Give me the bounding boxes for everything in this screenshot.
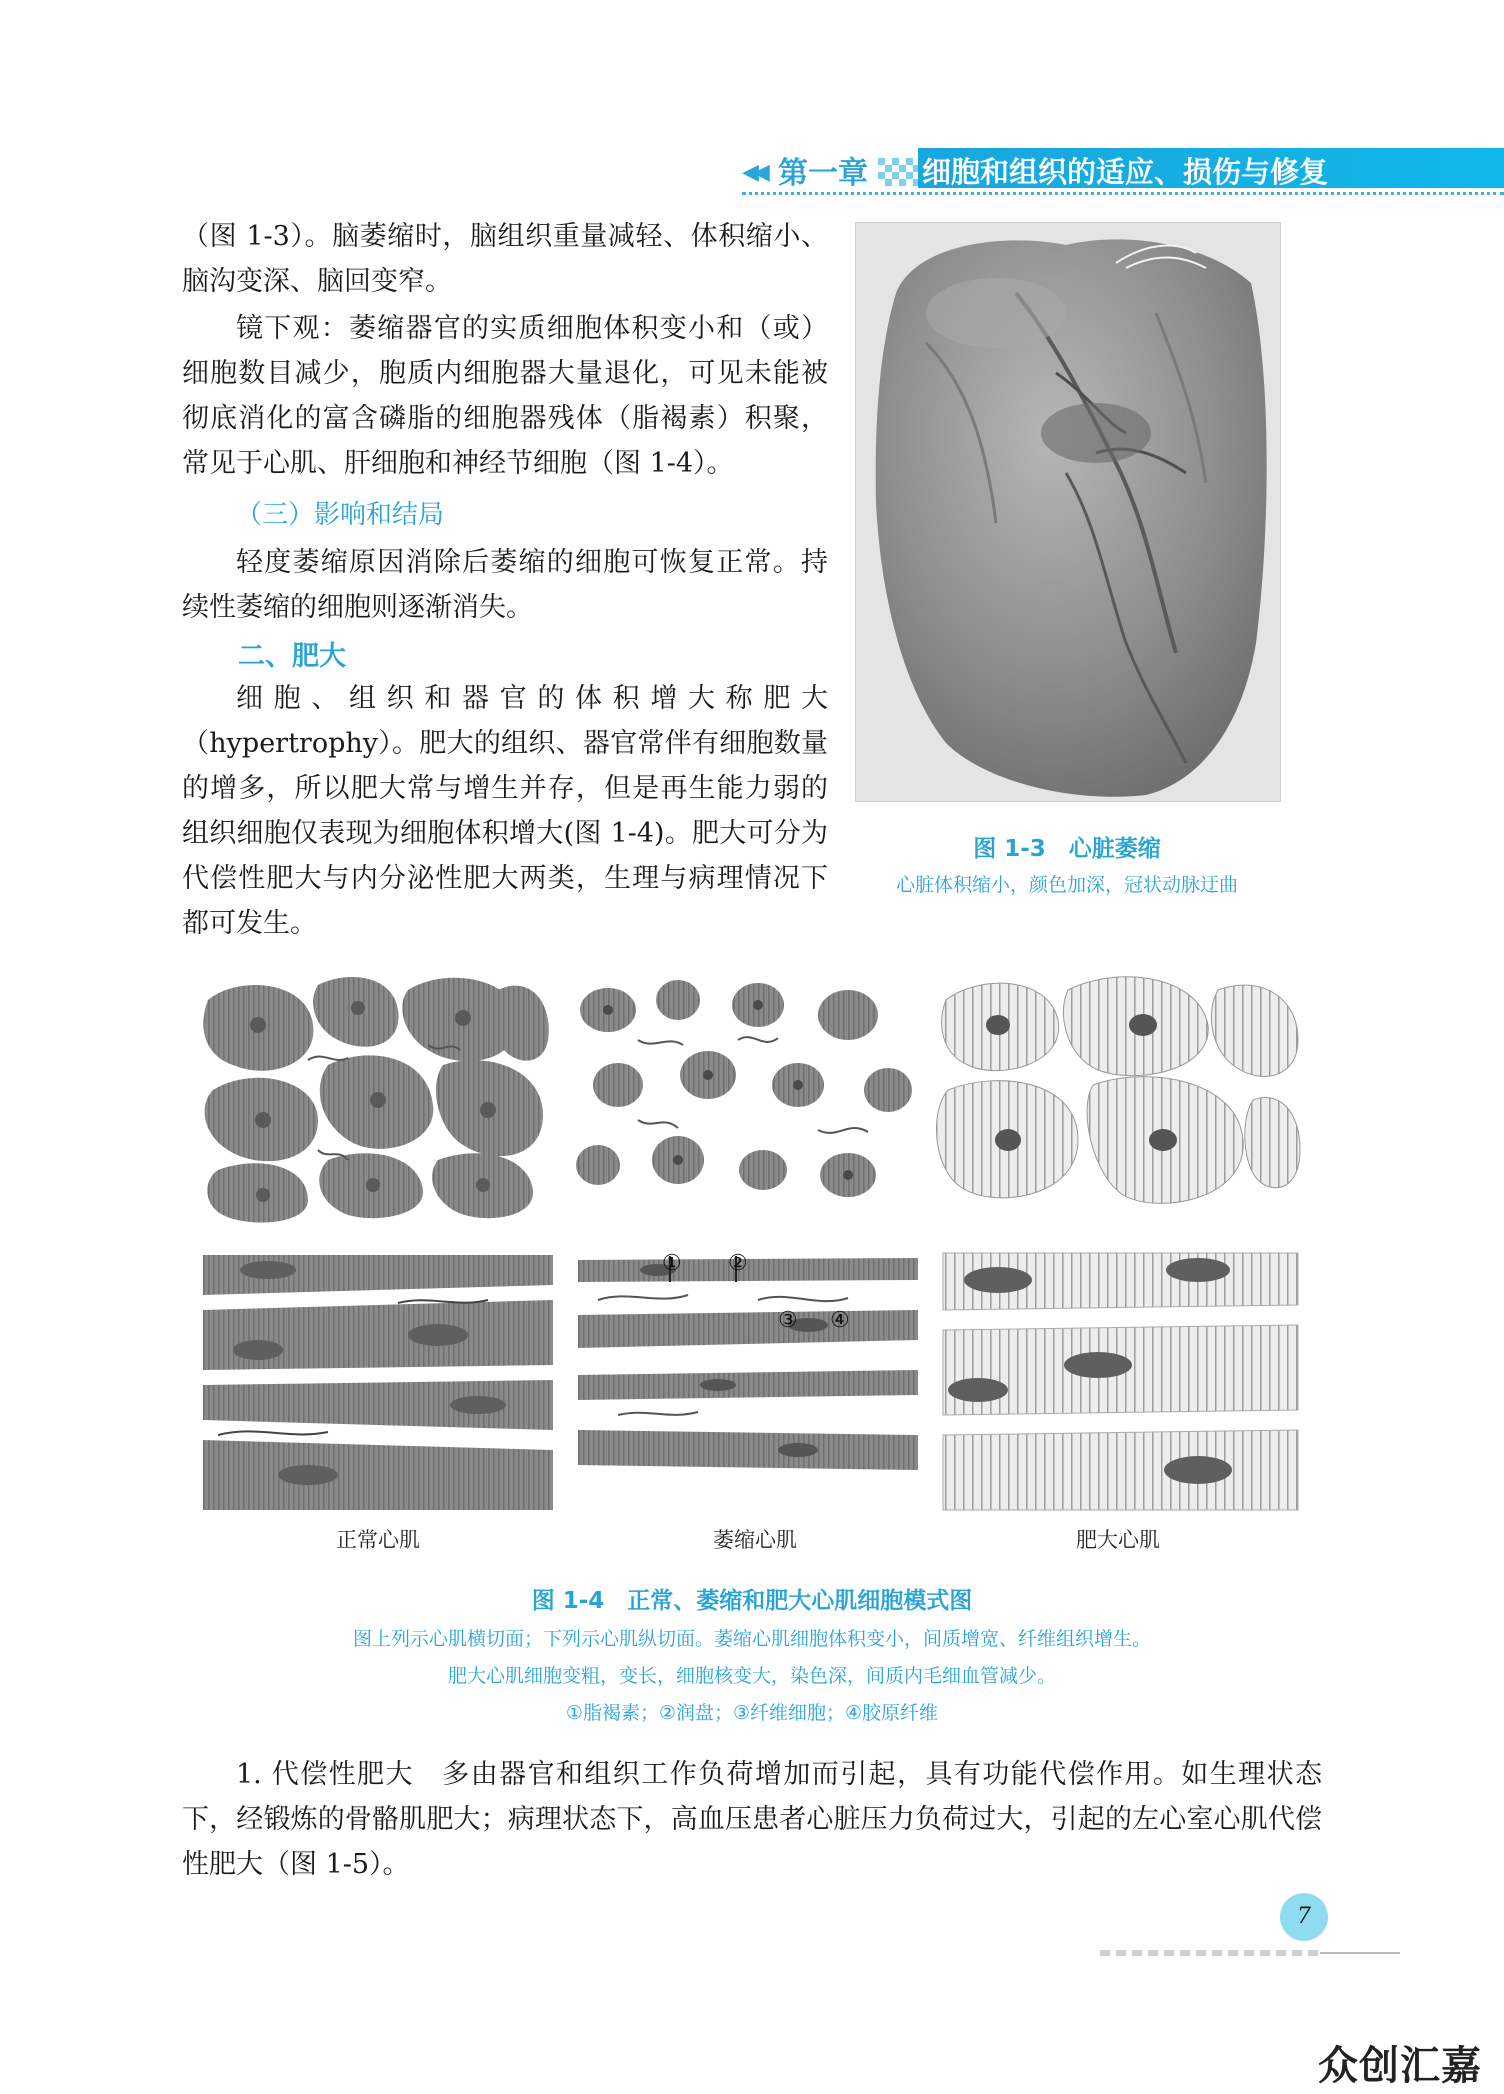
- normal-longitudinal-section: [198, 1245, 558, 1515]
- figure-1-4-title: 图 1-4 正常、萎缩和肥大心肌细胞模式图: [531, 1588, 973, 1614]
- chapter-title: 细胞和组织的适应、损伤与修复: [922, 155, 1329, 189]
- figure-1-3-caption: 心脏体积缩小，颜色加深，冠状动脉迂曲: [895, 874, 1238, 896]
- paragraph-compensatory: 1. 代偿性肥大 多由器官和组织工作负荷增加而引起，具有功能代偿作用。如生理状态下，经锻炼的骨骼肌肥大；病理状态下，高血压患者心脏压力负荷过大，引起的左心室心肌代偿性肥大（图 1-5）。: [182, 1759, 1322, 1880]
- paragraph-brain-atrophy: （图 1-3）。脑萎缩时，脑组织重量减轻、体积缩小、脑沟变深、脑回变窄。: [182, 221, 828, 297]
- watermark: 众创汇嘉: [1318, 2043, 1482, 2089]
- footer-decoration: [1100, 1948, 1400, 1958]
- marker-2: ②: [728, 1251, 748, 1276]
- panel-label-hypertrophy: 肥大心肌: [1076, 1528, 1160, 1552]
- atrophy-longitudinal-section: [573, 1245, 923, 1515]
- panel-label-atrophy: 萎缩心肌: [713, 1528, 797, 1552]
- header-arrows-icon: ◀◀: [742, 160, 764, 185]
- chapter-label: 第一章: [778, 156, 868, 191]
- paragraph-outcome: 轻度萎缩原因消除后萎缩的细胞可恢复正常。持续性萎缩的细胞则逐渐消失。: [182, 547, 828, 623]
- left-column: [182, 214, 828, 486]
- figure-1-4-caption-line2: 肥大心肌细胞变粗，变长，细胞核变大，染色深，间质内毛细血管减少。: [447, 1665, 1056, 1687]
- marker-1: ①: [662, 1251, 682, 1276]
- hypertrophy-longitudinal-section: [938, 1245, 1302, 1515]
- paragraph-microscopy: 镜下观：萎缩器官的实质细胞体积变小和（或）细胞数目减少，胞质内细胞器大量退化，可见未能被彻底消化的富含磷脂的细胞器残体（脂褐素）积聚，常见于心肌、肝细胞和神经节细胞（图 1-4）。: [182, 313, 828, 479]
- figure-1-4-caption-line3: ①脂褐素；②润盘；③纤维细胞；④胶原纤维: [565, 1702, 939, 1724]
- panel-label-normal: 正常心肌: [336, 1528, 420, 1552]
- page-number: 7: [1280, 1893, 1328, 1941]
- figure-1-3-title: 图 1-3 心脏萎缩: [973, 836, 1161, 862]
- heart-photo: [856, 223, 1280, 801]
- figure-1-4-illustration: [198, 970, 1302, 1560]
- paragraph-hypertrophy: 细胞、组织和器官的体积增大称肥大（hypertrophy）。肥大的组织、器官常伴有细胞数量的增多，所以肥大常与增生并存，但是再生能力弱的组织细胞仅表现为细胞体积增大(图 1-4)。肥大可分为代偿性肥大与内分泌性肥大两类，生理与病理情况下都可发生。: [182, 683, 828, 939]
- atrophy-cross-section: [573, 970, 923, 1226]
- figure-1-4-caption-line1: 图上列示心肌横切面；下列示心肌纵切面。萎缩心肌细胞体积变小，间质增宽、纤维组织增生。: [352, 1628, 1151, 1650]
- checker-pattern-icon: [878, 150, 922, 188]
- header-dotted-rule: [742, 192, 1504, 195]
- subheading-outcome: （三）影响和结局: [236, 500, 445, 530]
- hypertrophy-cross-section: [937, 970, 1302, 1226]
- marker-3: ③: [778, 1308, 798, 1333]
- figure-1-3-frame: [855, 222, 1281, 802]
- normal-cross-section: [198, 970, 558, 1226]
- marker-4: ④: [830, 1308, 850, 1333]
- section-heading-hypertrophy: 二、肥大: [238, 641, 346, 672]
- myocardium-diagram: [198, 970, 1302, 1560]
